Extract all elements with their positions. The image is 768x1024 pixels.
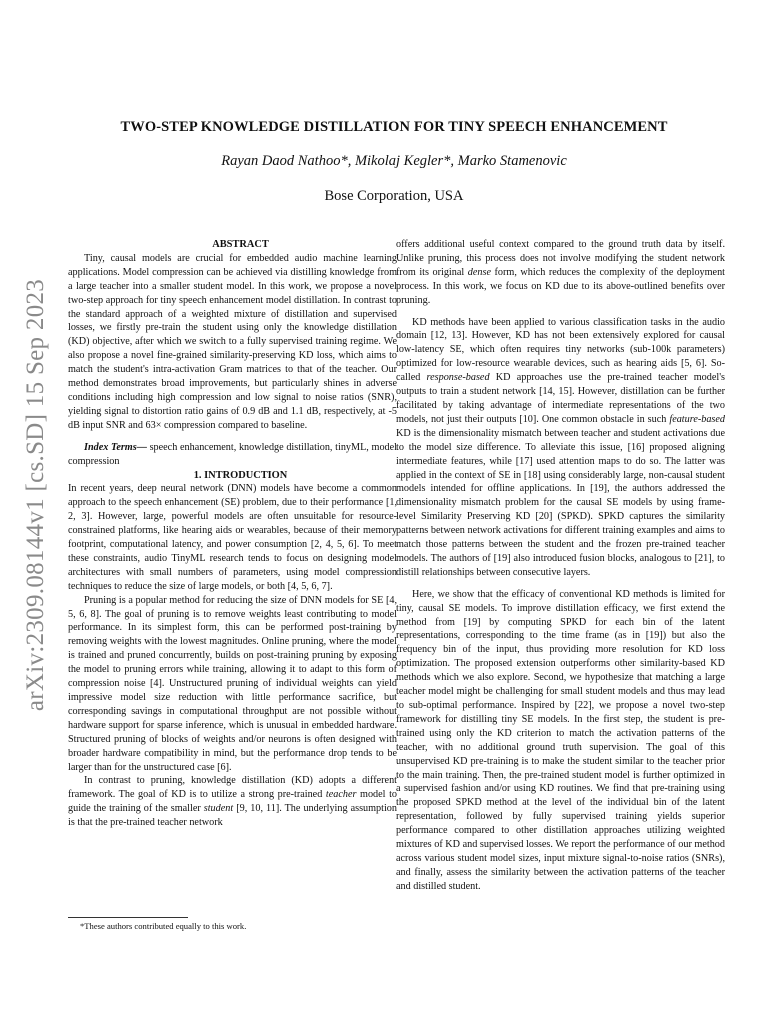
abstract-text: Tiny, causal models are crucial for embedded audio machine learning applications. Model compression can be achieved via distilling knowledge from a large teacher into a smaller student model. In this work, we propose a novel two-step approach for tiny speech enhancement model distillation. In contrast to the standard approach of a weighted mixture of distillation and supervised losses, we firstly pre-train the student using only the knowledge distillation (KD) objective, after which we switch to a fully supervised training regime. We also propose a novel fine-grained similarity-preserving KD loss, which aims to match the student's intra-activation Gram matrices to that of the teacher. Our method demonstrates broad improvements, but particularly shines in adverse conditions including high compression and low signal to noise ratios (SNR), yielding signal to distortion ratio gains of 0.9 dB and 1.1 dB, respectively, at -5 dB input SNR and 63× compression compared to baseline.	[68, 252, 397, 431]
right-p2-response: response-based	[426, 372, 490, 384]
right-paragraph-2	[396, 316, 725, 580]
right-p1-dense: dense	[467, 266, 491, 278]
right-p2-part-b: KD approaches use the pre-trained teacher model's outputs to train a student network [14, 15]. However, distillation can be further facilitated by taking advantage of intermediate representations of the two models, not just their outputs [10]. One common obstacle in such	[396, 372, 725, 425]
footnote: *These authors contributed equally to this work.	[80, 921, 247, 931]
abstract-heading: ABSTRACT	[212, 239, 269, 250]
right-column	[396, 238, 725, 894]
intro-paragraph-1: In recent years, deep neural network (DNN) models have become a common approach to the speech enhancement (SE) problem, due to their performance [1, 2, 3]. However, large, powerful models are often unsuitable for resource-constrained platforms, like hearing aids or wearables, because of their memory footprint, computational latency, and power consumption [2, 4, 5, 6]. To meet these constraints, audio TinyML research tends to focus on designing model architectures with small numbers of parameters, using model compression techniques to reduce the size of large models, or both [4, 5, 6, 7].	[68, 483, 397, 592]
index-terms-text: speech enhancement, knowledge distillation, tinyML, model compression	[68, 441, 397, 467]
intro-paragraph-2: Pruning is a popular method for reducing the size of DNN models for SE [4, 5, 6, 8]. The goal of pruning is to remove weights least contributing to model performance. In its simplest form, this can be performed post-training by removing weights with the lowest magnitudes. Online pruning, where the model is trained and pruned concurrently, builds on post-training pruning by exposing the model to pruning errors while training, allowing it to adapt to this form of compression noise [4]. Unstructured pruning of individual weights can yield impressive model size reduction with little performance sacrifice, but corresponding savings in computational throughput are not possible without hardware support for sparse inference, which is unusual in embedded hardware. Structured pruning of blocks of weights and/or neurons is often designed with broader hardware compatibility in mind, but the performance drop tends to be larger than for the unstructured case [6].	[68, 594, 397, 773]
arxiv-identifier	[10, 260, 62, 730]
right-p2-feature: feature-based	[669, 413, 725, 425]
intro-paragraph-3	[68, 774, 397, 830]
intro-p3-student: student	[203, 803, 234, 815]
right-p1-part-b: form, which reduces the complexity of the deployment process. In this work, we focus on KD due to its above-outlined benefits over pruning.	[396, 266, 725, 306]
paper-authors: Rayan Daod Nathoo*, Mikolaj Kegler*, Marko Stamenovic	[221, 153, 567, 169]
intro-p3-part-a: In contrast to pruning, knowledge distillation (KD) adopts a different framework. The goal of KD is to utilize a strong pre-trained	[68, 775, 397, 801]
index-terms	[68, 441, 397, 469]
right-paragraph-1	[396, 238, 725, 308]
left-column	[68, 238, 397, 830]
arxiv-id-text: arXiv:2309.08144v1 [cs.SD] 15 Sep 2023	[22, 278, 50, 712]
right-p1-part-a: offers additional useful context compared to the ground truth data by itself. Unlike pruning, this process does not involve modifying the student network from its original	[396, 239, 725, 278]
intro-p3-part-b: model to guide the training of the smaller	[68, 789, 398, 815]
intro-heading: 1. INTRODUCTION	[193, 469, 288, 481]
paper-affiliation: Bose Corporation, USA	[324, 188, 464, 204]
right-p2-part-c: KD is the dimensionality mismatch between teacher and student activations due to the model size difference. To alleviate this issue, [16] proposed aligning intermediate features, while [17] used attention maps to do so. The latter was applied in the context of SE in [18] using considerably large, non-causal student models intended for offline applications. In [19], the authors addressed the dimensionality mismatch problem for the causal SE models by using frame-level Similarity Preserving KD [20] (SPKD). SPKD captures the similarity patterns between network activations for different training examples and aims to match those patterns between the student and the frozen pre-trained teacher models. The authors of [19] also introduced fusion blocks, analogous to [21], to distill relationships between consecutive layers.	[396, 427, 725, 578]
right-p2-part-a: KD methods have been applied to various classification tasks in the audio domain [12, 13]. However, KD has not been extensively explored for causal low-latency SE, which often requires tiny networks (sub-100k parameters) optimized for low-resource wearable devices, such as hearing aids [5, 6]. So-called	[396, 316, 725, 384]
index-terms-label: Index Terms—	[84, 441, 147, 453]
intro-p3-part-c: [9, 10, 11]. The underlying assumption is that the pre-trained teacher network	[68, 803, 397, 829]
right-paragraph-3: Here, we show that the efficacy of conventional KD methods is limited for tiny, causal SE models. To improve distillation efficacy, we first extend the method from [19] by computing SPKD for each bin of the latent representations, corresponding to the time frame (as in [19]) but also the frequency bin of the input, thus providing more resolution for KD loss optimization. The proposed extension outperforms other similarity-based KD methods which we also explore. Second, we hypothesize that matching a large teacher model might be challenging for small student models and thus may lead to sub-optimal performance. Inspired by [22], we propose a novel two-step framework for distilling tiny SE models. In the first step, the student is pre-trained using only the KD criterion to match the activation patterns of the teacher, with no additional ground truth supervision. The goal of this unsupervised KD pre-training is to make the student similar to the teacher prior to the main training. Then, the pre-trained student model is further optimized in a supervised fashion and/or using KD routines. We find that pre-training using the proposed SPKD method at the level of the individual bin of the latent representation, followed by fully supervised training yields superior performance compared to other distillation approaches utilizing weighted mixtures of KD and supervised losses. We report the performance of our method across various student model sizes, input mixture signal-to-noise ratios (SNRs), and finally, assess the similarity between the activation patterns of the teacher and distilled student.	[396, 588, 725, 892]
paper-title: TWO-STEP KNOWLEDGE DISTILLATION FOR TINY SPEECH ENHANCEMENT	[120, 119, 668, 135]
footnote-rule	[68, 917, 188, 918]
intro-p3-teacher: teacher	[325, 789, 357, 801]
